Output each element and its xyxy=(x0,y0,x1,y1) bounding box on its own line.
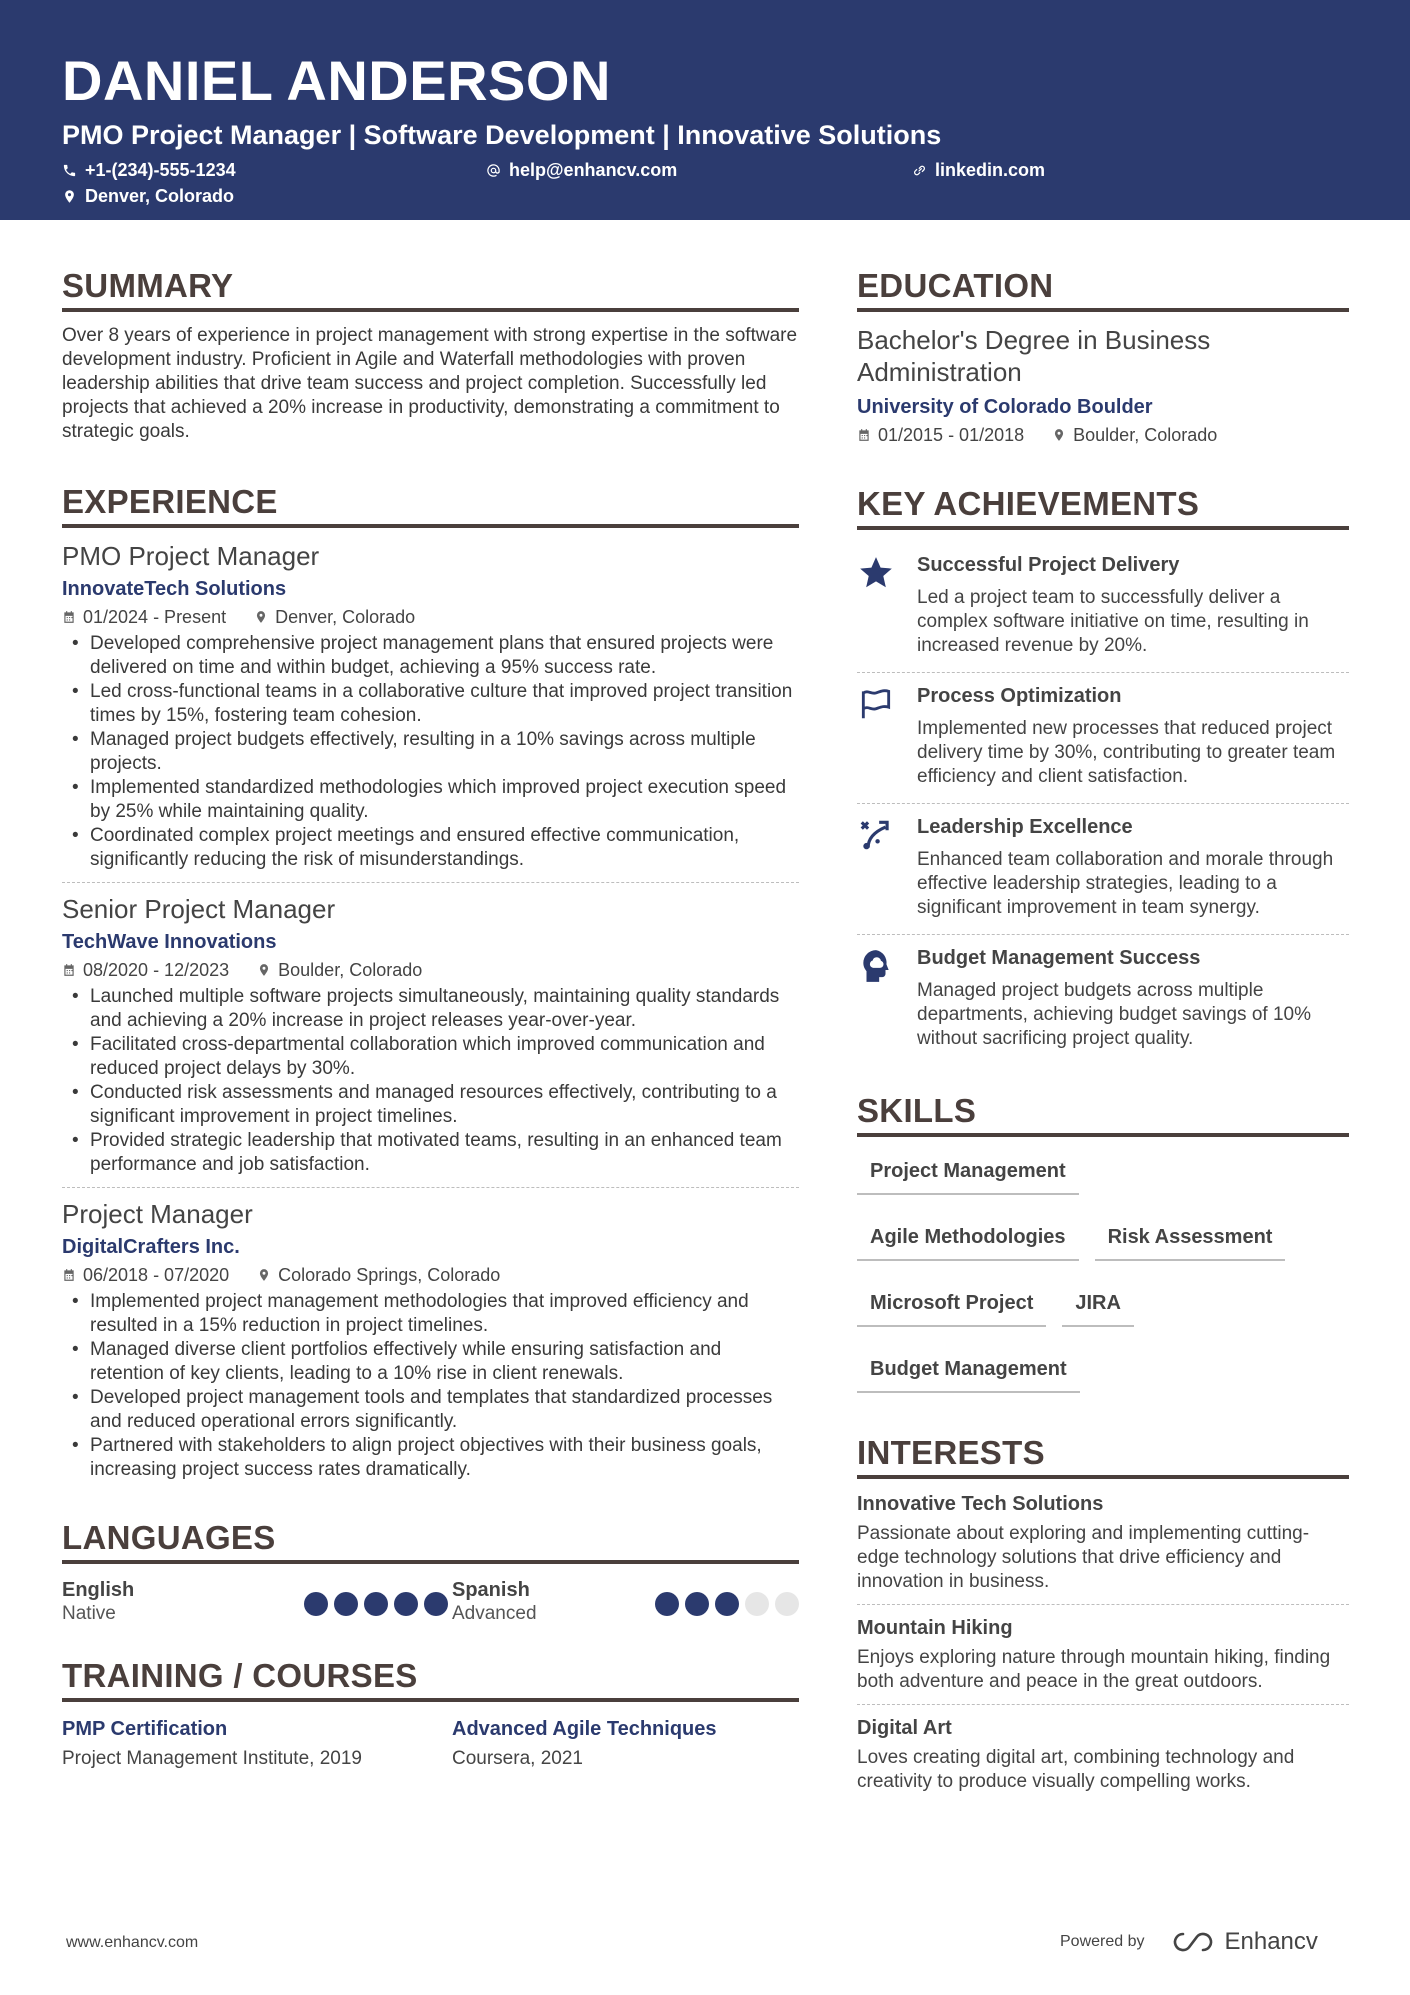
star-icon xyxy=(857,554,895,592)
experience-section xyxy=(62,482,799,1492)
skill-tag: Microsoft Project xyxy=(857,1291,1046,1327)
achievement-item xyxy=(857,934,1349,1065)
proficiency-dot-filled xyxy=(715,1592,739,1616)
job-bullets xyxy=(62,1290,799,1482)
job-entry xyxy=(62,540,799,882)
languages-heading: LANGUAGES xyxy=(62,1518,799,1564)
email-contact[interactable] xyxy=(486,160,677,181)
education-dates: 01/2015 - 01/2018 xyxy=(878,425,1025,445)
training-section xyxy=(62,1656,799,1771)
enhancv-logo-icon xyxy=(1171,1930,1215,1954)
job-meta xyxy=(62,959,799,981)
bullet-item: • Conducted risk assessments and managed resources effectively, contributing to a significant improvement in project timelines. xyxy=(62,1081,799,1129)
course-name: PMP Certification xyxy=(62,1718,228,1740)
job-location: Denver, Colorado xyxy=(275,607,416,627)
footer-website[interactable]: www.enhancv.com xyxy=(66,1934,199,1951)
language-item xyxy=(452,1578,799,1626)
contact-info xyxy=(62,160,1410,216)
bullet-item: • Coordinated complex project meetings and ensured effective communication, significantly reducing the risk of misunderstandings. xyxy=(62,824,799,872)
job-entry xyxy=(62,882,799,1187)
degree: Bachelor's Degree in Business Administration xyxy=(857,325,1211,387)
interest-title: Innovative Tech Solutions xyxy=(857,1493,1104,1515)
language-level: Native xyxy=(62,1603,116,1624)
skill-tag: Risk Assessment xyxy=(1095,1225,1286,1261)
training-heading: TRAINING / COURSES xyxy=(62,1656,799,1702)
bullet-item: • Managed diverse client portfolios effectively while ensuring satisfaction and retention of key clients, leading to a 10% rise in client renewals. xyxy=(62,1338,799,1386)
achievement-title: Leadership Excellence xyxy=(917,816,1133,838)
course-item xyxy=(62,1716,452,1771)
interests-heading: INTERESTS xyxy=(857,1433,1349,1479)
languages-section xyxy=(62,1518,799,1626)
language-name: English xyxy=(62,1579,135,1601)
language-level: Advanced xyxy=(452,1603,537,1624)
interest-desc: Passionate about exploring and implementing cutting-edge technology solutions that drive efficiency and innovation in business. xyxy=(857,1523,1310,1592)
job-bullets xyxy=(62,985,799,1177)
achievements-section xyxy=(857,484,1349,1065)
footer-branding xyxy=(1060,1928,1318,1956)
linkedin-contact[interactable] xyxy=(912,160,1045,181)
brand-name: Enhancv xyxy=(1224,1928,1318,1955)
bullet-item: • Provided strategic leadership that motivated teams, resulting in an enhanced team performance and job satisfaction. xyxy=(62,1129,799,1177)
language-name: Spanish xyxy=(452,1579,530,1601)
proficiency-dot-filled xyxy=(304,1592,328,1616)
bullet-item: • Partnered with stakeholders to align project objectives with their business goals, increasing project success rates dramatically. xyxy=(62,1434,799,1482)
education-location: Boulder, Colorado xyxy=(1073,425,1218,445)
job-company: TechWave Innovations xyxy=(62,931,277,953)
interests-section xyxy=(857,1433,1349,1804)
proficiency-dot-filled xyxy=(334,1592,358,1616)
powered-by-text: Powered by xyxy=(1060,1933,1145,1950)
course-item xyxy=(452,1716,799,1771)
location-pin-icon xyxy=(254,610,268,624)
achievement-title: Budget Management Success xyxy=(917,947,1201,969)
education-heading: EDUCATION xyxy=(857,266,1349,312)
calendar-icon xyxy=(62,610,76,624)
interest-title: Digital Art xyxy=(857,1717,952,1739)
education-section xyxy=(857,266,1349,446)
head-brain-icon xyxy=(857,947,895,985)
school-name: University of Colorado Boulder xyxy=(857,396,1153,418)
location-pin-icon xyxy=(62,189,77,204)
achievement-item xyxy=(857,803,1349,934)
job-role: Project Manager xyxy=(62,1199,253,1229)
experience-heading: EXPERIENCE xyxy=(62,482,799,528)
achievement-desc: Enhanced team collaboration and morale through effective leadership strategies, leading to a significant improvement in team synergy. xyxy=(917,849,1334,918)
phone-contact[interactable] xyxy=(62,160,236,181)
job-meta xyxy=(62,1264,799,1286)
skill-tag: Budget Management xyxy=(857,1357,1080,1393)
proficiency-dot-empty xyxy=(775,1592,799,1616)
location-pin-icon xyxy=(257,1268,271,1282)
interest-item xyxy=(857,1704,1349,1804)
achievement-title: Process Optimization xyxy=(917,685,1122,707)
education-meta xyxy=(857,424,1349,446)
bullet-item: • Launched multiple software projects simultaneously, maintaining quality standards and achieving a 20% increase in project releases year-over-year. xyxy=(62,985,799,1033)
skills-section xyxy=(857,1091,1349,1393)
achievement-item xyxy=(857,542,1349,672)
job-role: Senior Project Manager xyxy=(62,894,336,924)
achievement-desc: Managed project budgets across multiple departments, achieving budget savings of 10% without sacrificing project quality. xyxy=(917,980,1311,1049)
interest-item xyxy=(857,1604,1349,1704)
job-meta xyxy=(62,606,799,628)
job-dates: 06/2018 - 07/2020 xyxy=(83,1265,230,1285)
interest-title: Mountain Hiking xyxy=(857,1617,1013,1639)
location-contact xyxy=(62,186,234,207)
job-role: PMO Project Manager xyxy=(62,541,320,571)
bullet-item: • Led cross-functional teams in a collaborative culture that improved project transition times by 15%, fostering team cohesion. xyxy=(62,680,799,728)
bullet-item: • Facilitated cross-departmental collaboration which improved communication and reduced project delays by 30%. xyxy=(62,1033,799,1081)
candidate-name: DANIEL ANDERSON xyxy=(62,49,611,112)
achievement-desc: Led a project team to successfully deliver a complex software initiative on time, resulting in increased revenue by 20%. xyxy=(917,587,1309,656)
job-dates: 01/2024 - Present xyxy=(83,607,227,627)
achievement-desc: Implemented new processes that reduced project delivery time by 30%, contributing to greater team efficiency and client satisfaction. xyxy=(917,718,1336,787)
interest-desc: Loves creating digital art, combining technology and creativity to produce visually compelling works. xyxy=(857,1747,1295,1792)
course-name: Advanced Agile Techniques xyxy=(452,1718,717,1740)
proficiency-dot-filled xyxy=(655,1592,679,1616)
language-item xyxy=(62,1578,452,1626)
phone-icon xyxy=(62,163,77,178)
brand-logo[interactable] xyxy=(1171,1928,1318,1956)
location-pin-icon xyxy=(1052,428,1066,442)
linkedin-text: linkedin.com xyxy=(935,160,1046,180)
calendar-icon xyxy=(62,1268,76,1282)
bullet-item: • Implemented standardized methodologies which improved project execution speed by 25% while maintaining quality. xyxy=(62,776,799,824)
proficiency-dot-filled xyxy=(394,1592,418,1616)
job-dates: 08/2020 - 12/2023 xyxy=(83,960,230,980)
phone-text: +1-(234)-555-1234 xyxy=(85,160,236,180)
achievement-title: Successful Project Delivery xyxy=(917,554,1180,576)
bullet-item: • Managed project budgets effectively, resulting in a 10% savings across multiple projects. xyxy=(62,728,799,776)
job-entry xyxy=(62,1187,799,1492)
proficiency-dot-empty xyxy=(745,1592,769,1616)
strategy-icon xyxy=(857,816,895,854)
summary-heading: SUMMARY xyxy=(62,266,799,312)
left-column xyxy=(62,266,799,1771)
skill-tag: Agile Methodologies xyxy=(857,1225,1079,1261)
proficiency-dots xyxy=(304,1592,448,1616)
skill-tag: Project Management xyxy=(857,1159,1079,1195)
bullet-item: • Developed comprehensive project management plans that ensured projects were delivered on time and within budget, achieving a 95% success rate. xyxy=(62,632,799,680)
course-org: Coursera, 2021 xyxy=(452,1748,583,1769)
skills-heading: SKILLS xyxy=(857,1091,1349,1137)
calendar-icon xyxy=(62,963,76,977)
interest-item xyxy=(857,1491,1349,1604)
course-org: Project Management Institute, 2019 xyxy=(62,1748,362,1769)
header xyxy=(0,0,1410,220)
at-icon xyxy=(486,163,501,178)
proficiency-dots xyxy=(655,1592,799,1616)
summary-text: Over 8 years of experience in project management with strong expertise in the software development industry. Proficient in Agile and Waterfall methodologies with proven leadership abilities that drive team success and project completion. Successfully led projects that achieved a 20% increase in productivity, demonstrating a commitment to strategic goals. xyxy=(62,325,798,442)
flag-icon xyxy=(857,685,895,723)
right-column xyxy=(857,266,1349,1804)
job-company: DigitalCrafters Inc. xyxy=(62,1236,240,1258)
location-pin-icon xyxy=(257,963,271,977)
proficiency-dot-filled xyxy=(424,1592,448,1616)
calendar-icon xyxy=(857,428,871,442)
achievements-heading: KEY ACHIEVEMENTS xyxy=(857,484,1349,530)
interest-desc: Enjoys exploring nature through mountain hiking, finding both adventure and peace in the great outdoors. xyxy=(857,1647,1331,1692)
job-location: Colorado Springs, Colorado xyxy=(278,1265,501,1285)
bullet-item: • Implemented project management methodologies that improved efficiency and resulted in a 15% reduction in project timelines. xyxy=(62,1290,799,1338)
location-text: Denver, Colorado xyxy=(85,186,235,206)
proficiency-dot-filled xyxy=(364,1592,388,1616)
summary-section xyxy=(62,266,799,444)
email-text: help@enhancv.com xyxy=(509,160,678,180)
link-icon xyxy=(912,163,927,178)
achievement-item xyxy=(857,672,1349,803)
skill-tag: JIRA xyxy=(1062,1291,1134,1327)
candidate-title: PMO Project Manager | Software Development | Innovative Solutions xyxy=(62,120,942,150)
job-location: Boulder, Colorado xyxy=(278,960,423,980)
bullet-item: • Developed project management tools and templates that standardized processes and reduced operational errors significantly. xyxy=(62,1386,799,1434)
job-company: InnovateTech Solutions xyxy=(62,578,287,600)
proficiency-dot-filled xyxy=(685,1592,709,1616)
job-bullets xyxy=(62,632,799,872)
